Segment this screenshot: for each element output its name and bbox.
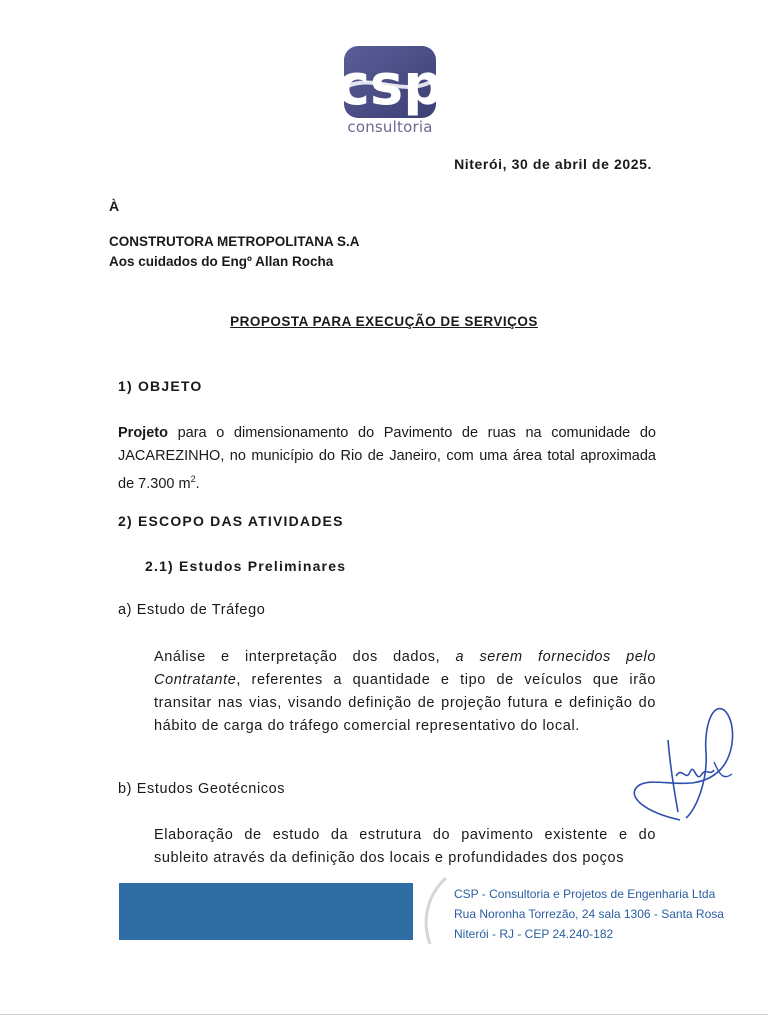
- section-objeto-heading: 1) OBJETO: [118, 378, 203, 394]
- geotecnicos-paragraph: Elaboração de estudo da estrutura do pavimento existente e do subleito através da definição dos locais e profundidades dos poços: [154, 827, 656, 866]
- objeto-lead: Projeto: [118, 425, 168, 441]
- recipient-attention: Aos cuidados do Engº Allan Rocha: [109, 254, 334, 269]
- recipient-block: [109, 232, 360, 272]
- footer-swoosh-icon: [416, 876, 456, 946]
- item-b-label: b) Estudos Geotécnicos: [118, 781, 286, 797]
- handwritten-signature: [624, 700, 744, 830]
- item-a-label: a) Estudo de Tráfego: [118, 602, 266, 618]
- footer-street: Rua Noronha Torrezão, 24 sala 1306 - Santa Rosa: [454, 907, 724, 921]
- logo-wordmark: consultoria: [347, 118, 433, 136]
- footer-city: Niterói - RJ - CEP 24.240-182: [454, 927, 614, 941]
- logo-lettering: csp: [336, 53, 444, 118]
- section-escopo-heading: 2) ESCOPO DAS ATIVIDADES: [118, 513, 344, 529]
- date-line: Niterói, 30 de abril de 2025.: [454, 156, 652, 172]
- page-bottom-edge: [0, 1014, 768, 1015]
- trafego-text-italic: a serem fornecidos pelo Contratante: [154, 649, 656, 688]
- subsection-estudos-heading: 2.1) Estudos Preliminares: [145, 558, 347, 574]
- objeto-paragraph: [118, 422, 656, 496]
- footer-address: [454, 884, 724, 944]
- objeto-text: para o dimensionamento do Pavimento de ruas na comunidade do JACAREZINHO, no município do Rio de Janeiro, com uma área total aproximada de 7.300 m: [118, 425, 656, 492]
- area-unit-superscript: 2: [190, 474, 196, 484]
- footer-color-bar: [119, 883, 413, 940]
- trafego-paragraph: [154, 646, 656, 738]
- trafego-text-start: Análise e interpretação dos dados,: [154, 649, 456, 665]
- objeto-end: .: [195, 475, 200, 492]
- footer-company: CSP - Consultoria e Projetos de Engenharia Ltda: [454, 887, 716, 901]
- csp-logo-mark: [336, 46, 444, 118]
- trafego-text-end: , referentes a quantidade e tipo de veículos que irão transitar nas vias, visando definição de projeção futura e definição do hábito de carga do tráfego comercial representativo do local.: [154, 672, 656, 734]
- recipient-company: CONSTRUTORA METROPOLITANA S.A: [109, 234, 360, 249]
- salutation: À: [109, 198, 120, 214]
- document-title: PROPOSTA PARA EXECUÇÃO DE SERVIÇOS: [230, 314, 538, 329]
